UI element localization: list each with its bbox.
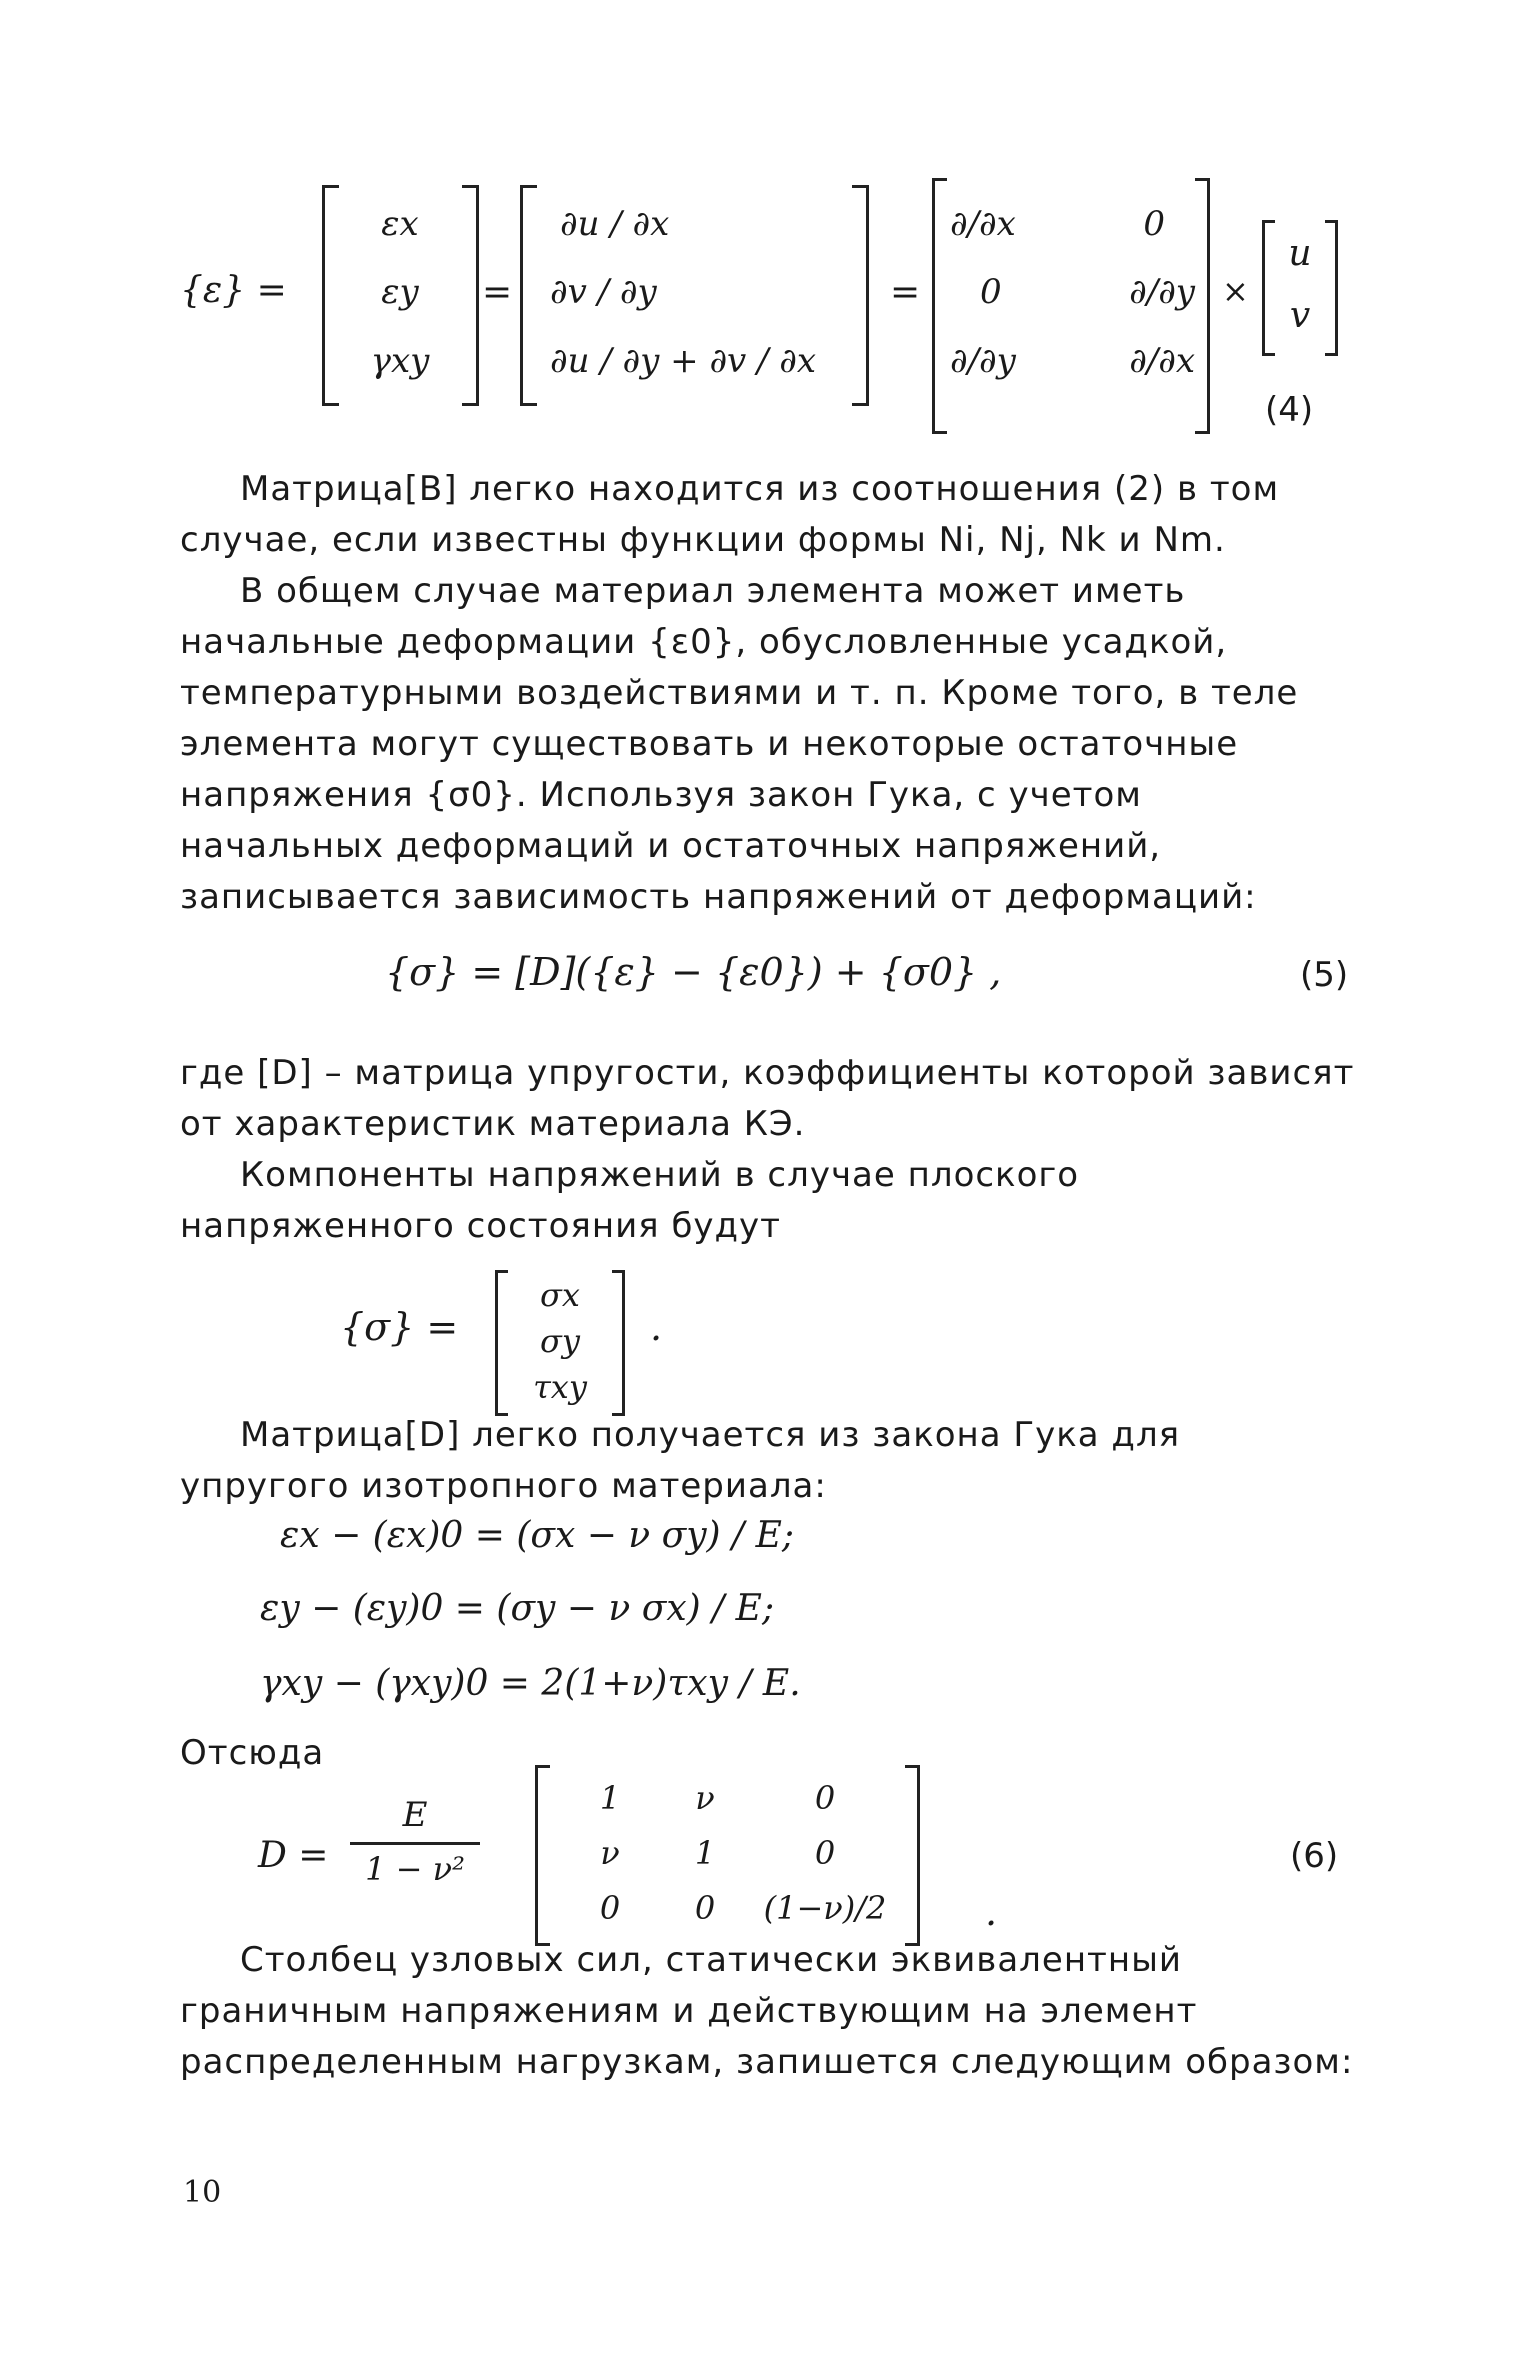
bracket xyxy=(1262,220,1275,356)
hooke-equation: εx − (εx)0 = (σx − ν σy) / E; xyxy=(280,1515,795,1556)
bracket xyxy=(932,178,947,434)
elasticity-matrix xyxy=(560,1770,910,1935)
matrix-cell: 1 xyxy=(599,1778,621,1817)
matrix-cell: (1−ν)/2 xyxy=(763,1888,887,1927)
paragraph xyxy=(180,1150,1355,1252)
matrix-cell: ν xyxy=(695,1778,715,1817)
matrix-row xyxy=(950,204,1195,244)
equation-5: {σ} = [D]({ε} − {ε0}) + {σ0} , xyxy=(385,950,1002,994)
fraction-denominator: 1 − ν² xyxy=(365,1850,465,1888)
displacement-component: v xyxy=(1289,295,1311,337)
hooke-equation: γxy − (γxy)0 = 2(1+ν)τxy / E. xyxy=(260,1663,801,1704)
matrix-cell: ∂/∂x xyxy=(950,204,1016,245)
fraction-line xyxy=(350,1842,480,1845)
paragraph-text: В общем случае материал элемента может иметь начальные деформации {ε0}, обусловленные усадкой, температурными воздействиями и т. п. Кроме того, в теле элемента могут существовать и некоторые остаточные напряжения {σ0}. Используя закон Гука, с учетом начальных деформаций и остаточных напряжений, записывается зависимость напряжений от деформаций: xyxy=(180,571,1299,917)
matrix-row xyxy=(950,341,1195,381)
operator-matrix xyxy=(950,190,1195,395)
equation-number: (5) xyxy=(1300,955,1349,995)
matrix-row xyxy=(950,272,1195,312)
dot: . xyxy=(985,1890,998,1934)
matrix-cell: 0 xyxy=(814,1778,836,1817)
equation-4-lhs: {ε} = xyxy=(180,270,287,311)
stress-component: σy xyxy=(540,1322,580,1360)
derivative-vector xyxy=(540,190,850,395)
strain-vector xyxy=(340,190,460,395)
paragraph-text: где [D] – матрица упругости, коэффициенты которой зависят от характеристик материала КЭ. xyxy=(180,1053,1355,1144)
times-sign: × xyxy=(1222,272,1249,310)
bracket xyxy=(322,185,339,406)
matrix-row xyxy=(560,1889,910,1927)
paragraph-text: Столбец узловых сил, статически эквивалентный граничным напряжениям и действующим на элемент распределенным нагрузкам, запишется следующим образом: xyxy=(180,1940,1354,2082)
stress-lhs: {σ} = xyxy=(340,1305,459,1349)
matrix-row xyxy=(560,1834,910,1872)
bracket xyxy=(852,185,869,406)
strain-component: εx xyxy=(381,204,419,245)
derivative-term: ∂v / ∂y xyxy=(550,272,657,313)
matrix-cell: ∂/∂y xyxy=(950,340,1016,381)
matrix-cell: 0 xyxy=(694,1888,716,1927)
equation-number: (4) xyxy=(1265,390,1314,430)
paragraph-text: Матрица[D] легко получается из закона Гука для упругого изотропного материала: xyxy=(180,1415,1181,1506)
strain-component: εy xyxy=(381,272,419,313)
equals-sign: = xyxy=(482,272,513,313)
paragraph xyxy=(180,464,1355,566)
bracket xyxy=(1325,220,1338,356)
equals-sign: = xyxy=(890,272,921,313)
matrix-cell: 0 xyxy=(814,1833,836,1872)
displacement-vector xyxy=(1275,222,1325,347)
stress-component: τxy xyxy=(533,1368,587,1406)
bracket xyxy=(905,1765,920,1946)
matrix-cell: 1 xyxy=(694,1833,716,1872)
paragraph xyxy=(180,1410,1355,1512)
bracket xyxy=(462,185,479,406)
dot: . xyxy=(650,1305,663,1349)
stress-vector xyxy=(505,1272,615,1410)
paragraph-text: Матрица[B] легко находится из соотношения (2) в том случае, если известны функции формы Ni, Nj, Nk и Nm. xyxy=(180,469,1280,560)
bracket xyxy=(612,1270,625,1416)
bracket xyxy=(520,185,537,406)
paragraph xyxy=(180,1048,1355,1150)
paragraph-text: Компоненты напряжений в случае плоского напряженного состояния будут xyxy=(180,1155,1080,1246)
stress-component: σx xyxy=(540,1276,580,1314)
derivative-term: ∂u / ∂y + ∂v / ∂x xyxy=(550,340,817,381)
page-number: 10 xyxy=(183,2175,222,2210)
matrix-row xyxy=(560,1779,910,1817)
equation-6-lhs: D = xyxy=(258,1835,329,1876)
matrix-cell: ∂/∂x xyxy=(1129,340,1195,381)
derivative-term: ∂u / ∂x xyxy=(560,204,670,245)
matrix-cell: ν xyxy=(600,1833,620,1872)
paragraph xyxy=(180,566,1355,923)
bracket xyxy=(1195,178,1210,434)
matrix-cell: 0 xyxy=(1143,204,1165,245)
matrix-cell: ∂/∂y xyxy=(1129,272,1195,313)
fraction-numerator: E xyxy=(402,1795,428,1835)
bracket xyxy=(535,1765,550,1946)
equation-number: (6) xyxy=(1290,1836,1339,1876)
hooke-equation: εy − (εy)0 = (σy − ν σx) / E; xyxy=(260,1588,775,1629)
matrix-cell: 0 xyxy=(980,272,1002,313)
paragraph xyxy=(180,1935,1355,2088)
strain-component: γxy xyxy=(370,340,430,381)
displacement-component: u xyxy=(1288,232,1312,274)
matrix-cell: 0 xyxy=(599,1888,621,1927)
paragraph-text: Отсюда xyxy=(180,1733,325,1773)
